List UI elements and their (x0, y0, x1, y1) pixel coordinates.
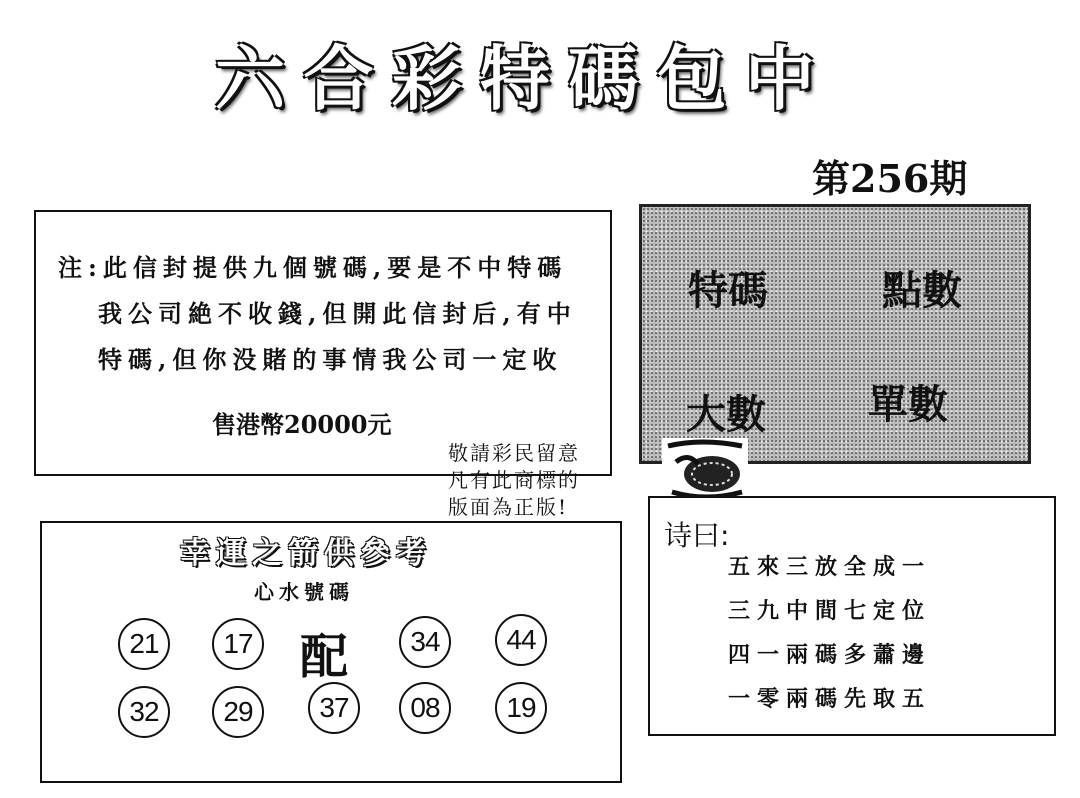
title-char: 中 (744, 36, 815, 120)
title-char: 合 (303, 36, 374, 120)
notice-line: 凡有此商標的 (448, 468, 580, 492)
poem-line: 五來三放全成一 (728, 554, 932, 580)
authenticity-notice (448, 440, 648, 521)
page-title (215, 28, 815, 118)
title-char: 六 (215, 36, 285, 120)
grey-label-special: 特碼 (688, 268, 768, 314)
note-line: 我公司絶不收錢,但開此信封后,有中 (98, 299, 577, 328)
grey-panel (639, 204, 1031, 464)
poem-title: 诗曰: (664, 519, 730, 552)
number-ball: 34 (399, 616, 451, 668)
note-line: 注:此信封提供九個號碼,要是不中特碼 (58, 253, 568, 282)
notice-line: 敬請彩民留意 (448, 441, 580, 465)
grey-label-big: 大數 (686, 392, 766, 438)
title-char: 包 (656, 36, 727, 120)
title-char: 碼 (568, 36, 639, 120)
lucky-subtitle: 心水號碼 (254, 580, 354, 604)
note-line: 特碼,但你没賭的事情我公司一定收 (98, 345, 563, 374)
number-ball: 21 (118, 618, 170, 670)
notice-line: 版面為正版! (448, 495, 569, 519)
number-ball: 08 (399, 682, 451, 734)
number-ball: 44 (495, 614, 547, 666)
poem-line: 三九中間七定位 (728, 598, 932, 624)
issue-number: 第256期 (812, 156, 968, 201)
number-ball: 19 (495, 682, 547, 734)
poem-line: 四一兩碼多蕭邊 (728, 642, 932, 668)
number-ball: 32 (118, 686, 170, 738)
number-ball: 17 (212, 618, 264, 670)
price-text: 售港幣20000元 (212, 410, 392, 439)
number-ball: 37 (308, 682, 360, 734)
number-ball: 29 (212, 686, 264, 738)
lucky-title: 幸運之箭供參考 (180, 536, 432, 571)
pair-label: 配 (300, 629, 349, 685)
snake-logo-icon (662, 438, 748, 502)
title-char: 彩 (391, 36, 462, 120)
grey-label-points: 點數 (882, 268, 962, 314)
grey-label-odd: 單數 (868, 382, 948, 428)
title-char: 特 (479, 36, 550, 120)
poem-line: 一零兩碼先取五 (728, 686, 932, 712)
